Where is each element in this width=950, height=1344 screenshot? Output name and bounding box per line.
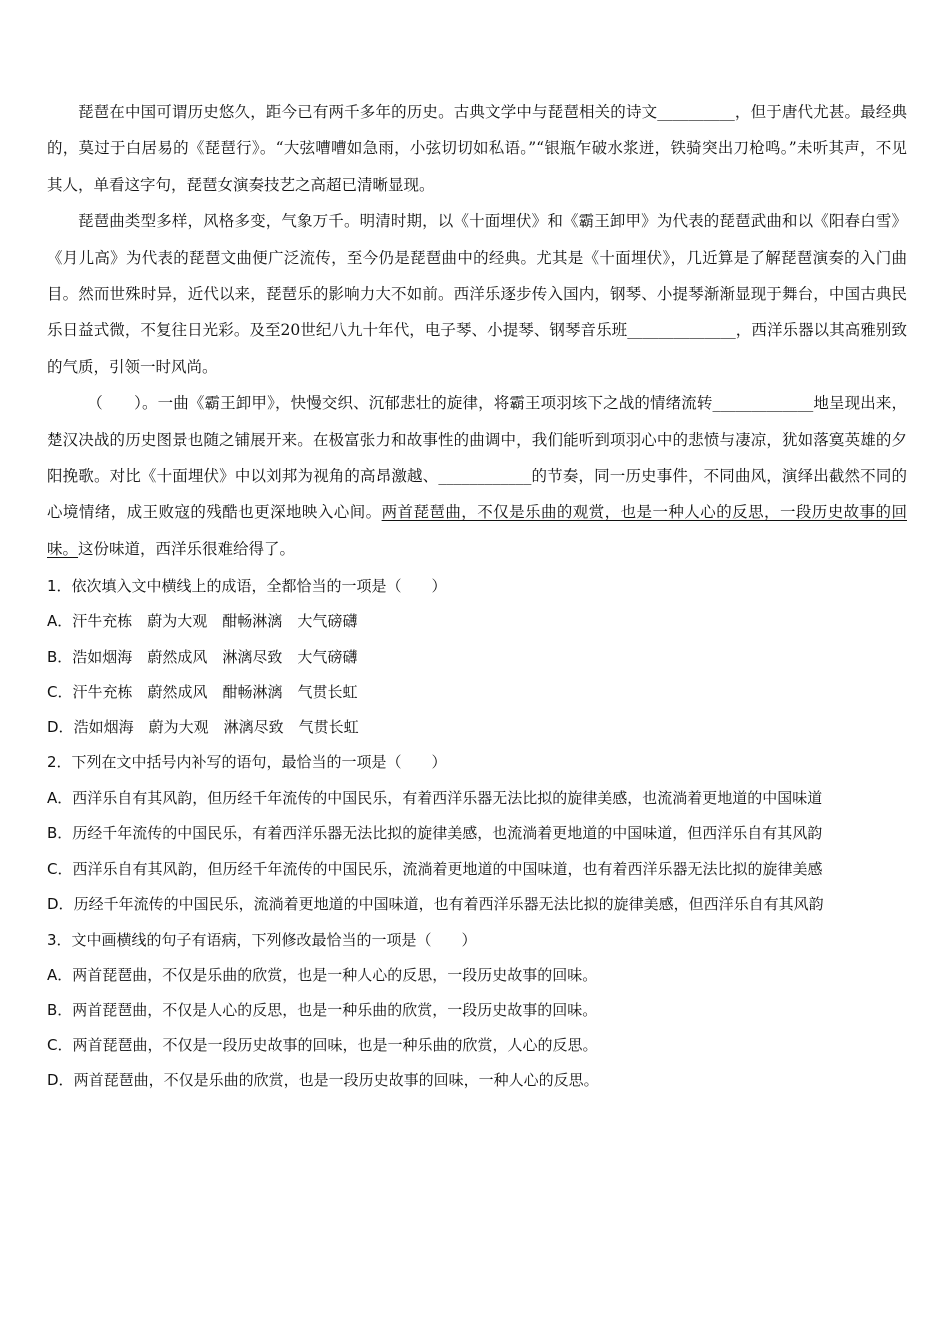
option-cell: 酣畅淋漓	[222, 682, 283, 701]
question-2-option-c[interactable]	[47, 852, 907, 888]
reading-passage	[47, 94, 907, 567]
question-list	[47, 569, 907, 1098]
option-text: 西洋乐自有其风韵，但历经千年流传的中国民乐，有着西洋乐器无法比拟的旋律美感，也流淌着更地道的中国味道	[72, 788, 823, 807]
question-2-option-b[interactable]	[47, 816, 907, 852]
option-cell: 气贯长虹	[297, 682, 358, 701]
question-3-option-a[interactable]	[47, 958, 907, 993]
option-label: A．	[47, 965, 73, 984]
question-1-option-d[interactable]	[47, 710, 907, 745]
option-text: 两首琵琶曲，不仅是人心的反思，也是一种乐曲的欣赏，一段历史故事的回味。	[72, 1000, 598, 1019]
option-cell: 浩如烟海	[73, 718, 134, 737]
option-cell: 大气磅礴	[297, 647, 358, 666]
option-text: 历经千年流传的中国民乐，有着西洋乐器无法比拟的旋律美感，也流淌着更地道的中国味道，但西洋乐自有其风韵	[72, 824, 823, 842]
passage-paragraph-2	[47, 203, 907, 385]
option-text: 两首琵琶曲，不仅是一段历史故事的回味，也是一种乐曲的欣赏，人心的反思。	[72, 1036, 598, 1055]
option-label: B．	[47, 1000, 73, 1019]
exam-page	[47, 94, 907, 1099]
option-cell: 浩如烟海	[72, 647, 133, 666]
question-3-option-b[interactable]	[47, 993, 907, 1028]
option-text: 历经千年流传的中国民乐，流淌着更地道的中国味道，也有着西洋乐器无法比拟的旋律美感，但西洋乐自有其风韵	[73, 895, 824, 913]
question-1-option-c[interactable]	[47, 675, 907, 710]
question-3-option-c[interactable]	[47, 1028, 907, 1063]
passage-paragraph-3	[47, 385, 907, 567]
question-1-option-a[interactable]	[47, 604, 907, 639]
option-label: D．	[47, 895, 74, 913]
paragraph-text: 琵琶曲类型多样，风格多变，气象万千。明清时期，以《十面埋伏》和《霸王卸甲》为代表的琵琶武曲和以《阳春白雪》《月儿高》为代表的琵琶文曲便广泛流传，至今仍是琵琶曲中的经典。尤其是《十面埋伏》，几近算是了解琵琶演奏的入门曲目。然而世殊时异，近代以来，琵琶乐的影响力大不如前。西洋乐逐步传入国内，钢琴、小提琴渐渐显现于舞台，中国古典民乐日益式微，不复往日光彩。及至20世纪八九十年代，电子琴、小提琴、钢琴音乐班______________，西洋乐器以其高雅别致的气质，引领一时风尚。	[47, 212, 907, 376]
question-1-option-b[interactable]	[47, 640, 907, 675]
question-2-option-d[interactable]	[47, 887, 907, 923]
option-label: B．	[47, 647, 73, 666]
question-2-stem: 2．下列在文中括号内补写的语句，最恰当的一项是（ ）	[47, 753, 447, 772]
paragraph-text: 这份味道，西洋乐很难给得了。	[78, 539, 296, 558]
option-cell: 蔚为大观	[147, 612, 208, 631]
option-label: C．	[47, 1036, 73, 1055]
option-text: 两首琵琶曲，不仅是乐曲的欣赏，也是一种人心的反思，一段历史故事的回味。	[72, 965, 598, 984]
option-label: D．	[47, 1071, 74, 1090]
option-cell: 蔚然成风	[147, 647, 208, 666]
option-cell: 淋漓尽致	[223, 718, 284, 737]
question-2-option-a[interactable]	[47, 781, 907, 817]
option-label: B．	[47, 824, 73, 842]
option-label: C．	[47, 682, 73, 701]
option-cell: 汗牛充栋	[72, 682, 133, 701]
option-label: A．	[47, 612, 73, 631]
underlined-sentence: 两首琵琶曲，不仅是乐曲的观赏，也是一种人心的反思，一段历史故事的回味。	[47, 503, 907, 558]
option-text: 两首琵琶曲，不仅是乐曲的欣赏，也是一段历史故事的回味，一种人心的反思。	[73, 1071, 599, 1090]
paragraph-text: （ ）。一曲《霸王卸甲》，快慢交织、沉郁悲壮的旋律，将霸王项羽垓下之战的情绪流转_____________地呈现出来，楚汉决战的历史图景也随之铺展开来。在极富张力和故事性的曲调中，我们能听到项羽心中的悲愤与凄凉，犹如落寞英雄的夕阳挽歌。对比《十面埋伏》中以刘邦为视角的高昂激越、____________的节奏，同一历史事件，不同曲风，演绎出截然不同的心境情绪，成王败寇的残酷也更深地映入心间。	[47, 394, 907, 522]
paragraph-text: 琵琶在中国可谓历史悠久，距今已有两千多年的历史。古典文学中与琵琶相关的诗文__________，但于唐代尤甚。最经典的，莫过于白居易的《琵琶行》。“大弦嘈嘈如急雨，小弦切切如私语。”“银瓶乍破水浆迸，铁骑突出刀枪鸣。”未听其声，不见其人，单看这字句，琵琶女演奏技艺之高超已清晰显现。	[47, 103, 907, 194]
option-cell: 蔚然成风	[147, 682, 208, 701]
option-cell: 酣畅淋漓	[222, 612, 283, 631]
question-3-option-d[interactable]	[47, 1063, 907, 1098]
option-cell: 大气磅礴	[297, 612, 358, 631]
option-cell: 蔚为大观	[148, 718, 209, 737]
option-cell: 汗牛充栋	[72, 612, 133, 631]
option-label: C．	[47, 859, 73, 878]
option-label: A．	[47, 788, 73, 807]
question-3-stem: 3．文中画横线的句子有语病，下列修改最恰当的一项是（ ）	[47, 930, 477, 949]
option-text: 西洋乐自有其风韵，但历经千年流传的中国民乐，流淌着更地道的中国味道，也有着西洋乐器无法比拟的旋律美感	[72, 859, 823, 878]
option-label: D．	[47, 718, 74, 737]
option-cell: 淋漓尽致	[222, 647, 283, 666]
option-cell: 气贯长虹	[298, 718, 359, 737]
question-1-stem: 1．依次填入文中横线上的成语，全都恰当的一项是（ ）	[47, 577, 447, 596]
passage-paragraph-1	[47, 94, 907, 203]
